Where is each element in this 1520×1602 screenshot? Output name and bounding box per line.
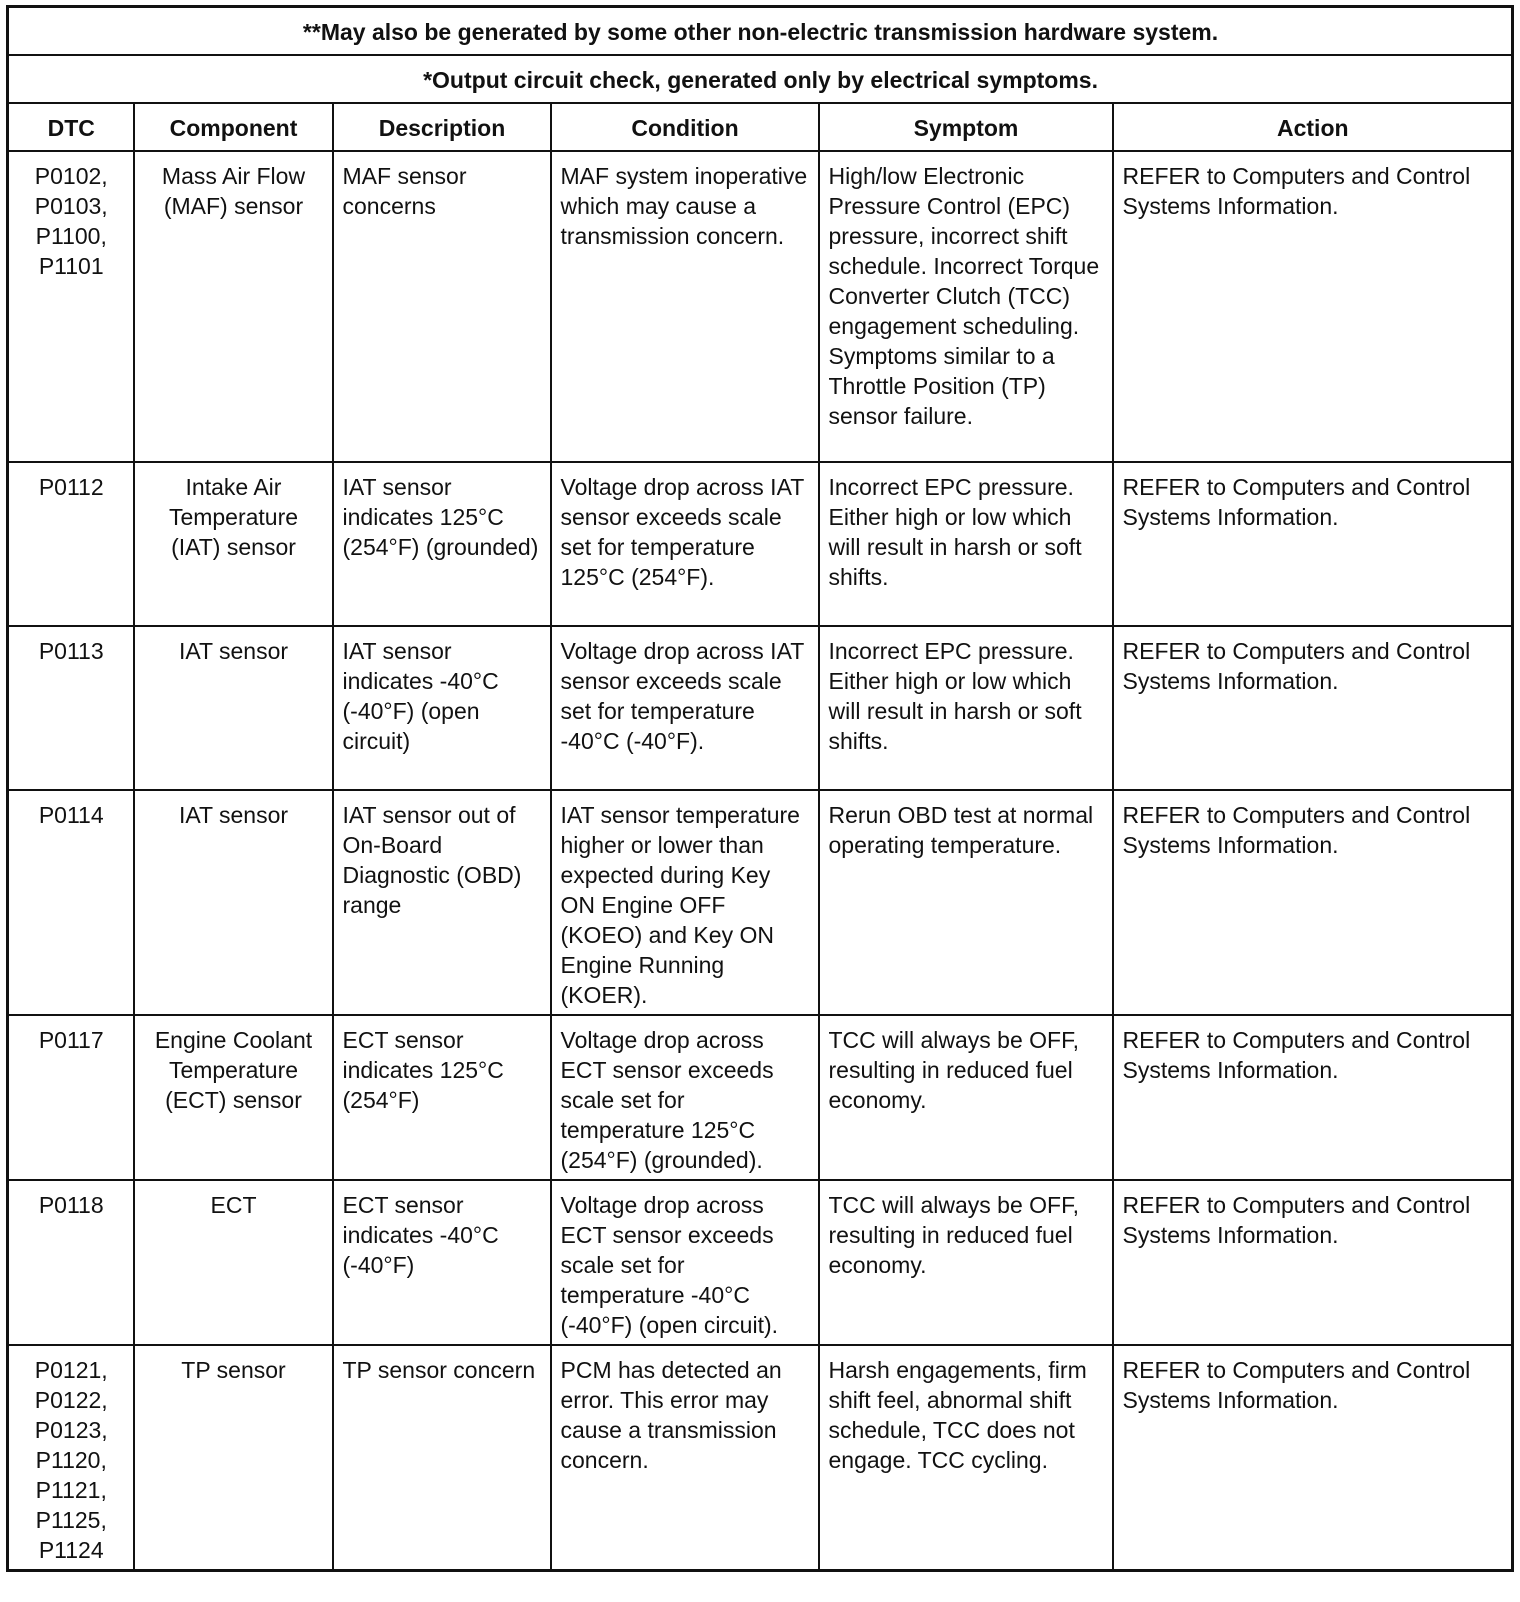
component-cell: TP sensor [134, 1345, 333, 1571]
header-dtc: DTC [8, 103, 134, 151]
description-cell: TP sensor concern [333, 1345, 551, 1571]
dtc-codes: P0113 [38, 638, 104, 664]
table-row [8, 1345, 1513, 1571]
dtc-cell [8, 626, 134, 790]
component-cell: IAT sensor [134, 626, 333, 790]
symptom-cell: Rerun OBD test at normal operating temperature. [819, 790, 1113, 1015]
action-cell: REFER to Computers and Control Systems Information. [1113, 626, 1513, 790]
symptom-cell: TCC will always be OFF, resulting in reduced fuel economy. [819, 1015, 1113, 1180]
dtc-codes: P0117 [38, 1027, 104, 1053]
condition-cell: Voltage drop across ECT sensor exceeds scale set for temperature -40°C (-40°F) (open circuit). [551, 1180, 819, 1345]
table-row [8, 790, 1513, 1015]
condition-cell: MAF system inoperative which may cause a transmission concern. [551, 151, 819, 462]
symptom-cell: Incorrect EPC pressure. Either high or low which will result in harsh or soft shifts. [819, 626, 1113, 790]
action-cell: REFER to Computers and Control Systems Information. [1113, 462, 1513, 626]
symptom-cell: TCC will always be OFF, resulting in reduced fuel economy. [819, 1180, 1113, 1345]
action-cell: REFER to Computers and Control Systems Information. [1113, 1345, 1513, 1571]
header-description: Description [333, 103, 551, 151]
action-cell: REFER to Computers and Control Systems Information. [1113, 1015, 1513, 1180]
header-row [8, 103, 1513, 151]
header-action: Action [1113, 103, 1513, 151]
description-cell: IAT sensor out of On-Board Diagnostic (OBD) range [333, 790, 551, 1015]
dtc-cell [8, 151, 134, 462]
header-condition: Condition [551, 103, 819, 151]
condition-cell: IAT sensor temperature higher or lower than expected during Key ON Engine OFF (KOEO) and Key ON Engine Running (KOER). [551, 790, 819, 1015]
dtc-codes: P0112 [38, 474, 104, 500]
action-cell: REFER to Computers and Control Systems Information. [1113, 151, 1513, 462]
header-symptom: Symptom [819, 103, 1113, 151]
dtc-cell [8, 1345, 134, 1571]
description-cell: IAT sensor indicates 125°C (254°F) (grounded) [333, 462, 551, 626]
symptom-cell: High/low Electronic Pressure Control (EPC) pressure, incorrect shift schedule. Incorrect Torque Converter Clutch (TCC) engagement scheduling. Symptoms similar to a Throttle Position (TP) sensor failure. [819, 151, 1113, 462]
note-output-circuit: *Output circuit check, generated only by electrical symptoms. [8, 55, 1513, 103]
action-cell: REFER to Computers and Control Systems Information. [1113, 1180, 1513, 1345]
symptom-cell: Harsh engagements, firm shift feel, abnormal shift schedule, TCC does not engage. TCC cycling. [819, 1345, 1113, 1571]
dtc-table [6, 5, 1514, 1572]
note-row-1 [8, 7, 1513, 56]
table-row [8, 1180, 1513, 1345]
action-cell: REFER to Computers and Control Systems Information. [1113, 790, 1513, 1015]
note-row-2 [8, 55, 1513, 103]
table-row [8, 151, 1513, 462]
dtc-cell [8, 462, 134, 626]
dtc-cell [8, 790, 134, 1015]
condition-cell: PCM has detected an error. This error may cause a transmission concern. [551, 1345, 819, 1571]
symptom-cell: Incorrect EPC pressure. Either high or low which will result in harsh or soft shifts. [819, 462, 1113, 626]
component-cell: Intake Air Temperature (IAT) sensor [134, 462, 333, 626]
condition-cell: Voltage drop across IAT sensor exceeds scale set for temperature -40°C (-40°F). [551, 626, 819, 790]
component-cell: ECT [134, 1180, 333, 1345]
table-row [8, 626, 1513, 790]
dtc-codes: P0118 [38, 1192, 104, 1218]
condition-cell: Voltage drop across IAT sensor exceeds scale set for temperature 125°C (254°F). [551, 462, 819, 626]
table-row [8, 1015, 1513, 1180]
note-hardware: **May also be generated by some other non-electric transmission hardware system. [8, 7, 1513, 56]
description-cell: ECT sensor indicates -40°C (-40°F) [333, 1180, 551, 1345]
description-cell: ECT sensor indicates 125°C (254°F) [333, 1015, 551, 1180]
table-row [8, 462, 1513, 626]
component-cell: Engine Coolant Temperature (ECT) sensor [134, 1015, 333, 1180]
component-cell: IAT sensor [134, 790, 333, 1015]
dtc-cell [8, 1015, 134, 1180]
component-cell: Mass Air Flow (MAF) sensor [134, 151, 333, 462]
dtc-codes: P0121, P0122, P0123, P1120, P1121, P1125, P1124 [34, 1357, 108, 1563]
description-cell: MAF sensor concerns [333, 151, 551, 462]
header-component: Component [134, 103, 333, 151]
dtc-cell [8, 1180, 134, 1345]
dtc-codes: P0102, P0103, P1100, P1101 [34, 163, 108, 279]
condition-cell: Voltage drop across ECT sensor exceeds scale set for temperature 125°C (254°F) (grounded). [551, 1015, 819, 1180]
dtc-codes: P0114 [38, 802, 104, 828]
description-cell: IAT sensor indicates -40°C (-40°F) (open circuit) [333, 626, 551, 790]
